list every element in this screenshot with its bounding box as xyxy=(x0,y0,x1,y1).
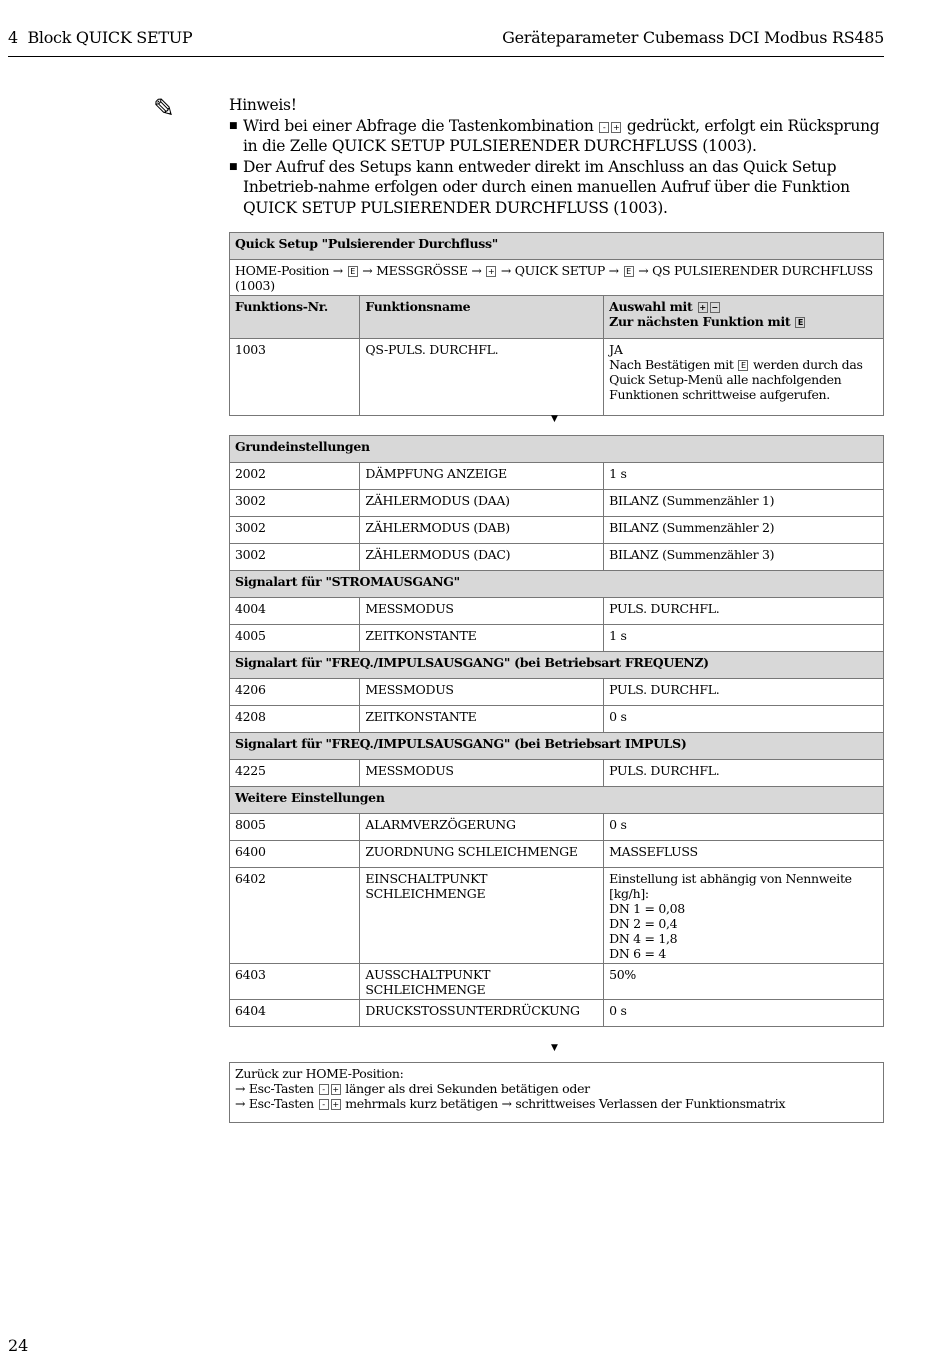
table-row xyxy=(230,517,884,544)
table-row xyxy=(230,706,884,733)
return-info: Zurück zur HOME-Position: → Esc-Tasten - + länger als drei Sekunden betätigen oder → Esc-Tasten - + mehrmals kurz betätigen → schrittweises Verlassen der Funktionsmatrix xyxy=(230,1063,884,1123)
function-number: 4005 xyxy=(230,625,360,652)
note-text: Wird bei einer Abfrage die Tastenkombination xyxy=(243,116,594,135)
function-name: QS-PULS. DURCHFL. xyxy=(360,339,604,416)
esc-key-icon: - xyxy=(319,1099,329,1110)
quick-setup-table xyxy=(229,232,884,416)
document-title: Geräteparameter Cubemass DCI Modbus RS485 xyxy=(502,28,884,47)
section-header: Weitere Einstellungen xyxy=(230,787,884,814)
function-name: DÄMPFUNG ANZEIGE xyxy=(360,463,604,490)
table-row xyxy=(230,463,884,490)
column-header: Funktionsname xyxy=(360,296,604,339)
function-number: 4206 xyxy=(230,679,360,706)
page-number: 24 xyxy=(8,1336,29,1355)
table-row xyxy=(230,964,884,1000)
function-value: 0 s xyxy=(604,706,884,733)
function-number: 3002 xyxy=(230,490,360,517)
pencil-icon: ✎ xyxy=(153,94,175,124)
settings-table xyxy=(229,435,884,1027)
function-number: 4225 xyxy=(230,760,360,787)
function-number: 6403 xyxy=(230,964,360,1000)
table-row xyxy=(230,679,884,706)
e-key-icon: E xyxy=(738,360,748,371)
function-value: JA Nach Bestätigen mit E werden durch das Quick Setup-Menü alle nachfolgenden Funktionen schrittweise aufgerufen. xyxy=(604,339,884,416)
function-name: ZEITKONSTANTE xyxy=(360,625,604,652)
e-key-icon: E xyxy=(795,317,805,328)
esc-key-icon: - xyxy=(599,122,609,133)
note-text: gedrückt, erfolgt ein Rücksprung in die Zelle QUICK SETUP PULSIERENDER DURCHFLUSS (1003). xyxy=(243,116,880,155)
note-bullet xyxy=(229,157,889,219)
function-number: 6404 xyxy=(230,1000,360,1027)
table-row xyxy=(230,868,884,964)
function-number: 1003 xyxy=(230,339,360,416)
esc-key-icon: - xyxy=(319,1084,329,1095)
function-value: Einstellung ist abhängig von Nennweite [kg/h]: DN 1 = 0,08 DN 2 = 0,4 DN 4 = 1,8 DN 6 = 4 xyxy=(604,868,884,964)
esc-key-icon: + xyxy=(332,1100,339,1109)
function-value: 0 s xyxy=(604,1000,884,1027)
function-name: ZÄHLERMODUS (DAA) xyxy=(360,490,604,517)
note-title: Hinweis! xyxy=(229,96,297,114)
note-block xyxy=(229,95,889,218)
function-value: BILANZ (Summenzähler 3) xyxy=(604,544,884,571)
e-key-icon: E xyxy=(624,266,634,277)
function-name: ZÄHLERMODUS (DAC) xyxy=(360,544,604,571)
section-header: Grundeinstellungen xyxy=(230,436,884,463)
function-number: 8005 xyxy=(230,814,360,841)
function-name: AUSSCHALTPUNKT SCHLEICHMENGE xyxy=(360,964,604,1000)
section-header: Signalart für "FREQ./IMPULSAUSGANG" (bei Betriebsart IMPULS) xyxy=(230,733,884,760)
function-name: DRUCKSTOSSUNTERDRÜCKUNG xyxy=(360,1000,604,1027)
chapter-title: 4 Block QUICK SETUP xyxy=(8,28,193,47)
function-value: 1 s xyxy=(604,463,884,490)
note-bullet xyxy=(229,116,889,157)
column-header: Funktions-Nr. xyxy=(230,296,360,339)
table-row xyxy=(230,625,884,652)
arrow-down-icon: ▼ xyxy=(551,1043,558,1053)
function-name: MESSMODUS xyxy=(360,679,604,706)
function-number: 4208 xyxy=(230,706,360,733)
table-row xyxy=(230,1000,884,1027)
column-header: Auswahl mit + − Zur nächsten Funktion mit E xyxy=(604,296,884,339)
navigation-path: HOME-Position → E → MESSGRÖSSE → + → QUICK SETUP → E → QS PULSIERENDER DURCHFLUSS (1003) xyxy=(230,260,884,296)
return-info-table xyxy=(229,1062,884,1123)
plus-key-icon: + xyxy=(487,267,495,276)
function-value: BILANZ (Summenzähler 2) xyxy=(604,517,884,544)
note-list xyxy=(229,116,889,219)
table-row xyxy=(230,544,884,571)
function-number: 3002 xyxy=(230,517,360,544)
function-number: 6402 xyxy=(230,868,360,964)
function-value: MASSEFLUSS xyxy=(604,841,884,868)
page-header xyxy=(8,28,884,57)
e-key-icon: E xyxy=(348,266,358,277)
function-number: 3002 xyxy=(230,544,360,571)
esc-key-icon: + xyxy=(612,122,620,132)
function-value: 50% xyxy=(604,964,884,1000)
function-value: PULS. DURCHFL. xyxy=(604,598,884,625)
function-number: 4004 xyxy=(230,598,360,625)
function-value: PULS. DURCHFL. xyxy=(604,760,884,787)
function-name: ZÄHLERMODUS (DAB) xyxy=(360,517,604,544)
note-text: Der Aufruf des Setups kann entweder direkt im Anschluss an das Quick Setup Inbetrieb-nahme erfolgen oder durch einen manuellen Aufruf über die Funktion QUICK SETUP PULSIERENDER DURCHFLUSS (1003). xyxy=(243,157,850,217)
table-row xyxy=(230,760,884,787)
function-number: 6400 xyxy=(230,841,360,868)
plus-key-icon: + xyxy=(699,303,706,312)
table-row xyxy=(230,598,884,625)
table-row xyxy=(230,814,884,841)
function-name: EINSCHALTPUNKT SCHLEICHMENGE xyxy=(360,868,604,964)
arrow-down-icon: ▼ xyxy=(551,414,558,424)
section-header: Signalart für "STROMAUSGANG" xyxy=(230,571,884,598)
function-value: PULS. DURCHFL. xyxy=(604,679,884,706)
function-name: ZUORDNUNG SCHLEICHMENGE xyxy=(360,841,604,868)
minus-key-icon: − xyxy=(711,303,718,312)
table-row xyxy=(230,841,884,868)
function-value: BILANZ (Summenzähler 1) xyxy=(604,490,884,517)
esc-key-icon: + xyxy=(332,1085,339,1094)
function-value: 0 s xyxy=(604,814,884,841)
function-name: MESSMODUS xyxy=(360,598,604,625)
table-title: Quick Setup "Pulsierender Durchfluss" xyxy=(230,233,884,260)
section-header: Signalart für "FREQ./IMPULSAUSGANG" (bei Betriebsart FREQUENZ) xyxy=(230,652,884,679)
function-name: ALARMVERZÖGERUNG xyxy=(360,814,604,841)
function-name: MESSMODUS xyxy=(360,760,604,787)
function-number: 2002 xyxy=(230,463,360,490)
function-name: ZEITKONSTANTE xyxy=(360,706,604,733)
function-value: 1 s xyxy=(604,625,884,652)
table-row xyxy=(230,490,884,517)
